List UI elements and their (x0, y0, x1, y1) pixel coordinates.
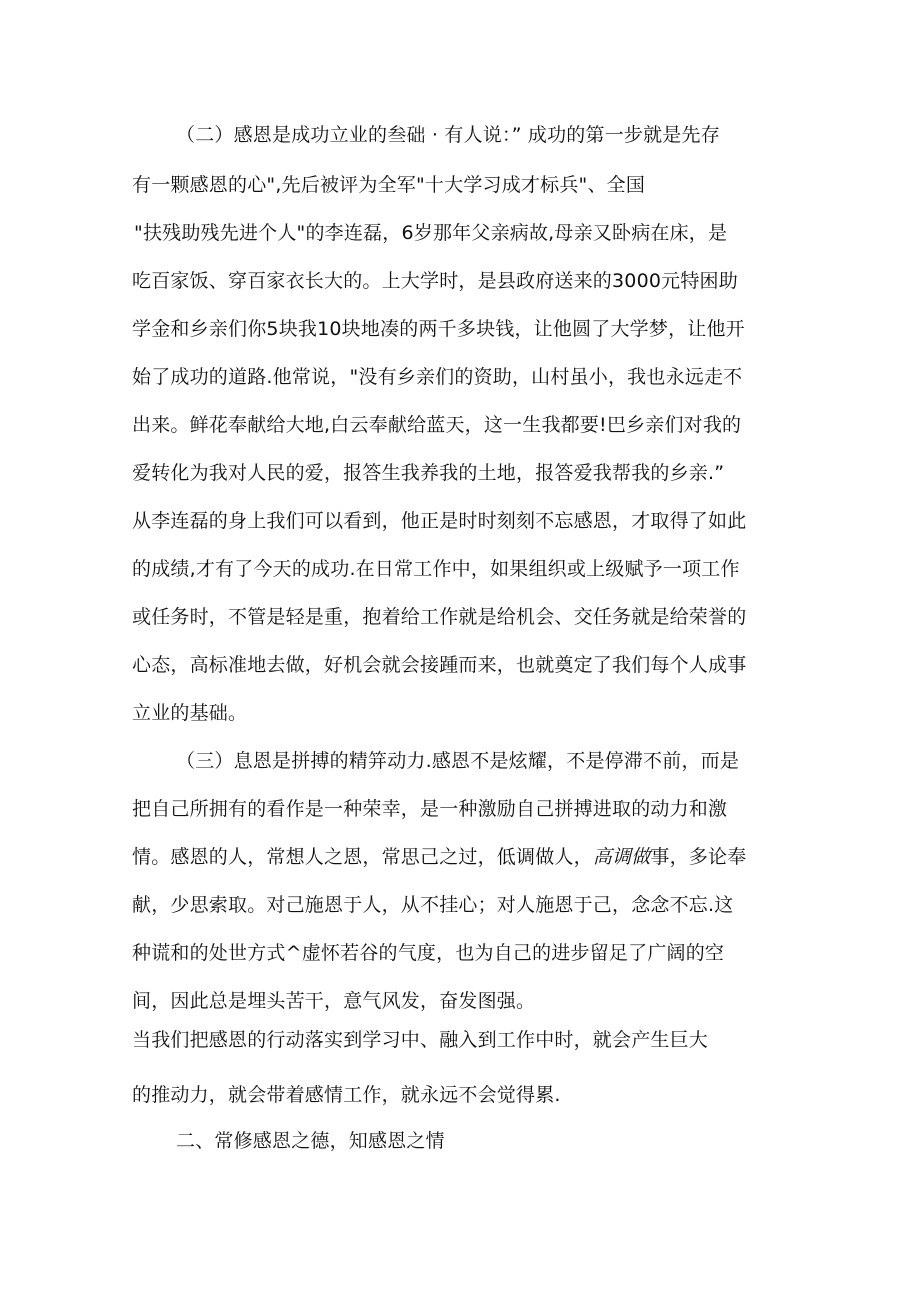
text-line: 间，因此总是埋头苦干，意气风发，奋发图强。 (132, 990, 536, 1012)
text-line: 献，少思索取。对己施恩于人，从不挂心；对人施恩于己，念念不忘.这 (132, 894, 734, 916)
text-line: （二）感恩是成功立业的叁础 · 有人说：” 成功的第一步就是先存 (176, 124, 720, 146)
text-line: 出来。鲜花奉献给大地,白云奉献给蓝天，这一生我都要!巴乡亲们对我的 (132, 414, 742, 436)
text-line: 学金和乡亲们你5块我10块地凑的两千多块钱，让他圆了大学梦，让他开 (132, 318, 745, 340)
text-line-mixed (132, 844, 746, 870)
text-line: 从李连磊的身上我们可以看到，他正是时时刻刻不忘感恩，才取得了如此 (132, 510, 747, 532)
text-line: 或任务时，不管是轻是重，抱着给工作就是给机会、交任务就是给荣誉的 (132, 606, 747, 628)
text-line: "扶残助残先进个人"的李连磊，6岁那年父亲病故,母亲又卧病在床，是 (134, 222, 728, 244)
text-segment: 事，多论奉 (650, 846, 747, 868)
section-heading: 二、常修感恩之德，知感恩之情 (176, 1130, 445, 1152)
text-line: 的成绩,才有了今天的成功.在日常工作中，如果组织或上级赋予一项工作 (132, 558, 740, 580)
text-line: 爱转化为我对人民的爱，报答生我养我的土地，报答爱我帮我的乡亲.” (132, 462, 725, 484)
italic-segment: 高调做 (592, 846, 651, 868)
text-segment: 情。感恩的人，常想人之恩，常思己之过，低调做人， (132, 846, 593, 868)
text-line: 立业的基础。 (132, 702, 248, 724)
text-line: 种谎和的处世方式^虚怀若谷的气度，也为自己的进步留足了广阔的空 (132, 942, 725, 964)
text-line: 始了成功的道路.他常说，"没有乡亲们的资助，山村虽小，我也永远走不 (132, 366, 743, 388)
text-line: 把自己所拥有的看作是一种荣幸，是一种激励自己拼搏进取的动力和激 (132, 798, 728, 820)
text-line: （三）息恩是拼搏的精笄动力.感恩不是炫耀，不是停滞不前，而是 (176, 750, 740, 772)
text-line: 吃百家饭、穿百家衣长大的。上大学时，是县政府送来的3000元特困助 (132, 270, 738, 292)
text-line: 当我们把感恩的行动落实到学习中、融入到工作中时，就会产生巨大 (132, 1029, 709, 1051)
text-line: 的推动力，就会带着感情工作，就永远不会觉得累. (132, 1084, 561, 1106)
text-line: 心态，高标准地去做，好机会就会接踵而来，也就奠定了我们每个人成事 (132, 654, 747, 676)
text-line: 有一颗感恩的心",先后被评为全军"十大学习成才标兵"、全国 (132, 174, 646, 196)
